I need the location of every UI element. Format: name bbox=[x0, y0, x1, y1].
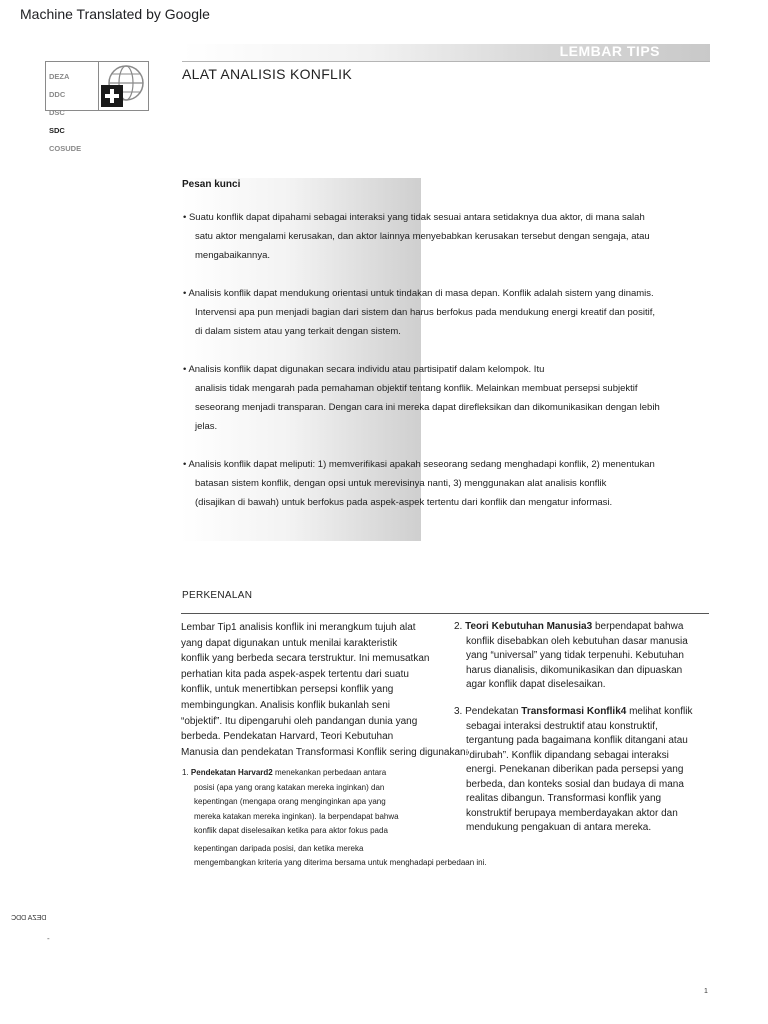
intro-paragraph bbox=[181, 620, 469, 760]
paragraph-line: berbeda. Pendekatan Harvard, Teori Kebutuhan bbox=[181, 731, 394, 743]
globe-cross-icon bbox=[100, 63, 146, 109]
list-text: melihat konflik bbox=[626, 706, 693, 717]
list-line: berbeda, dan konteks sosial dan budaya di mana bbox=[466, 778, 684, 790]
bullet-line: batasan sistem konflik, dengan opsi untuk merevisinya nanti, 3) menggunakan alat analisis konflik bbox=[195, 478, 607, 489]
list-line: konflik disebabkan oleh kebutuhan dasar manusia bbox=[466, 635, 688, 647]
list-line: agar konflik dapat diselesaikan. bbox=[466, 679, 606, 690]
paragraph-line: Manusia dan pendekatan Transformasi Konflik sering digunakan: bbox=[181, 746, 469, 758]
list-term: Teori Kebutuhan Manusia3 bbox=[465, 621, 593, 632]
logo-text bbox=[49, 63, 81, 162]
bullet-line: • Suatu konflik dapat dipahami sebagai interaksi yang tidak sesuai antara setidaknya dua aktor, di mana salah bbox=[183, 212, 645, 223]
bullet-line: analisis tidak mengarah pada pemahaman objektif tentang konflik. Melainkan membuat persepsi subjektif bbox=[195, 383, 638, 394]
logo-line: SDC bbox=[49, 126, 65, 135]
list-text: berpendapat bahwa bbox=[592, 621, 684, 632]
bullet-line: satu aktor mengalami kerusakan, dan aktor lainnya menyebabkan kerusakan tersebut dengan sengaja, atau bbox=[195, 231, 650, 242]
list-number: 1. bbox=[182, 768, 189, 777]
list-number: 3. Pendekatan bbox=[454, 706, 519, 717]
bullet-line: di dalam sistem atau yang terkait dengan sistem. bbox=[195, 326, 401, 337]
mirrored-footer-text: DEZA DDC bbox=[11, 915, 47, 922]
footer-dash: - bbox=[47, 934, 50, 943]
logo-line: COSUDE bbox=[49, 144, 82, 153]
logo-line: DSC bbox=[49, 108, 65, 117]
paragraph-line: konflik, untuk menertibkan persepsi konflik yang bbox=[181, 684, 394, 696]
bullet-line: (disajikan di bawah) untuk berfokus pada aspek-aspek tertentu dari konflik dan mengatur informasi. bbox=[195, 497, 613, 508]
paragraph-line: konflik yang berbeda secara terstruktur. Ini memusatkan bbox=[181, 653, 430, 665]
list-item-first-line bbox=[454, 620, 714, 635]
paragraph-line: yang dapat digunakan untuk menilai karakteristik bbox=[181, 637, 398, 649]
bullet-line: jelas. bbox=[195, 421, 218, 432]
list-line: sebagai interaksi destruktif atau konstruktif, bbox=[466, 720, 658, 732]
list-text: menekankan perbedaan antara bbox=[272, 768, 387, 777]
key-messages-heading: Pesan kunci bbox=[182, 179, 241, 190]
bullet-line: seseorang menjadi transparan. Dengan cara ini mereka dapat direfleksikan dan dikomunikasikan dengan lebih bbox=[195, 402, 660, 413]
intro-divider bbox=[181, 613, 709, 614]
logo-line: DEZA bbox=[49, 72, 70, 81]
logo-line: DDC bbox=[49, 90, 66, 99]
bullet-line: Intervensi apa pun menjadi bagian dari sistem dan harus berfokus pada mendukung energi kreatif dan positif, bbox=[195, 307, 655, 318]
list-item-harvard bbox=[182, 766, 487, 871]
list-line: konflik dapat diselesaikan ketika para aktor fokus pada bbox=[194, 826, 388, 835]
sdc-logo bbox=[45, 61, 149, 153]
logo-divider bbox=[98, 62, 99, 110]
list-term: Transformasi Konflik4 bbox=[521, 706, 627, 717]
bullet-line: • Analisis konflik dapat digunakan secara individu atau partisipatif dalam kelompok. Itu bbox=[183, 364, 545, 375]
list-item-human-needs bbox=[454, 620, 714, 693]
list-item-conflict-transformation bbox=[454, 705, 714, 836]
list-line: posisi (apa yang orang katakan mereka inginkan) dan bbox=[194, 782, 385, 792]
bullet-line: • Analisis konflik dapat meliputi: 1) memverifikasi apakah seseorang sedang menghadapi konflik, 2) menentukan bbox=[183, 459, 655, 470]
list-line: kepentingan (mengapa orang menginginkan apa yang bbox=[194, 797, 386, 806]
list-line: mereka katakan mereka inginkan). Ia berpendapat bahwa bbox=[194, 811, 399, 821]
list-line: kepentingan daripada posisi, dan ketika mereka bbox=[194, 843, 364, 853]
paragraph-line: perhatian kita pada aspek-aspek tertentu dari suatu bbox=[181, 668, 409, 680]
bullet-line: mengabaikannya. bbox=[195, 250, 270, 261]
list-line: yang “universal” yang tidak terpenuhi. Kebutuhan bbox=[466, 650, 684, 661]
paragraph-line: membingungkan. Analisis konflik bukanlah seni bbox=[181, 699, 391, 711]
key-bullet bbox=[183, 360, 703, 436]
list-line: realitas dibangun. Transformasi konflik yang bbox=[466, 793, 662, 804]
paragraph-line: Lembar Tip1 analisis konflik ini merangkum tujuh alat bbox=[181, 622, 416, 633]
machine-translated-banner: Machine Translated by Google bbox=[20, 6, 210, 22]
list-item-first-line bbox=[182, 766, 482, 781]
paragraph-line: “objektif”. Itu dipengaruhi oleh pandangan dunia yang bbox=[181, 715, 418, 727]
list-line: konstruktif berupaya memberdayakan aktor dan bbox=[466, 807, 678, 819]
key-bullet bbox=[183, 208, 703, 265]
list-line: mengembangkan kriteria yang diterima bersama untuk menghadapi perbedaan ini. bbox=[194, 858, 487, 867]
tips-label: LEMBAR TIPS bbox=[559, 43, 660, 59]
list-item-first-line bbox=[454, 705, 714, 720]
list-term: Pendekatan Harvard2 bbox=[190, 768, 273, 777]
list-line: “dirubah”. Konflik dipandang sebagai interaksi bbox=[466, 749, 669, 761]
bullet-line: • Analisis konflik dapat mendukung orientasi untuk tindakan di masa depan. Konflik adalah sistem yang dinamis. bbox=[183, 288, 654, 299]
list-line: mendukung pengakuan di antara mereka. bbox=[466, 822, 652, 833]
page-number: 1 bbox=[704, 988, 708, 995]
list-line: harus dianalisis, dikomunikasikan dan dipuaskan bbox=[466, 664, 683, 676]
list-line: tergantung pada bagaimana konflik ditangani atau bbox=[466, 735, 688, 746]
intro-heading: PERKENALAN bbox=[182, 590, 253, 601]
key-bullet bbox=[183, 455, 703, 512]
list-line: energi. Penekanan diberikan pada persepsi yang bbox=[466, 764, 684, 775]
key-bullet bbox=[183, 284, 703, 341]
tips-header-bar bbox=[182, 44, 710, 62]
document-title: ALAT ANALISIS KONFLIK bbox=[182, 66, 352, 82]
list-number: 2. bbox=[454, 621, 463, 632]
